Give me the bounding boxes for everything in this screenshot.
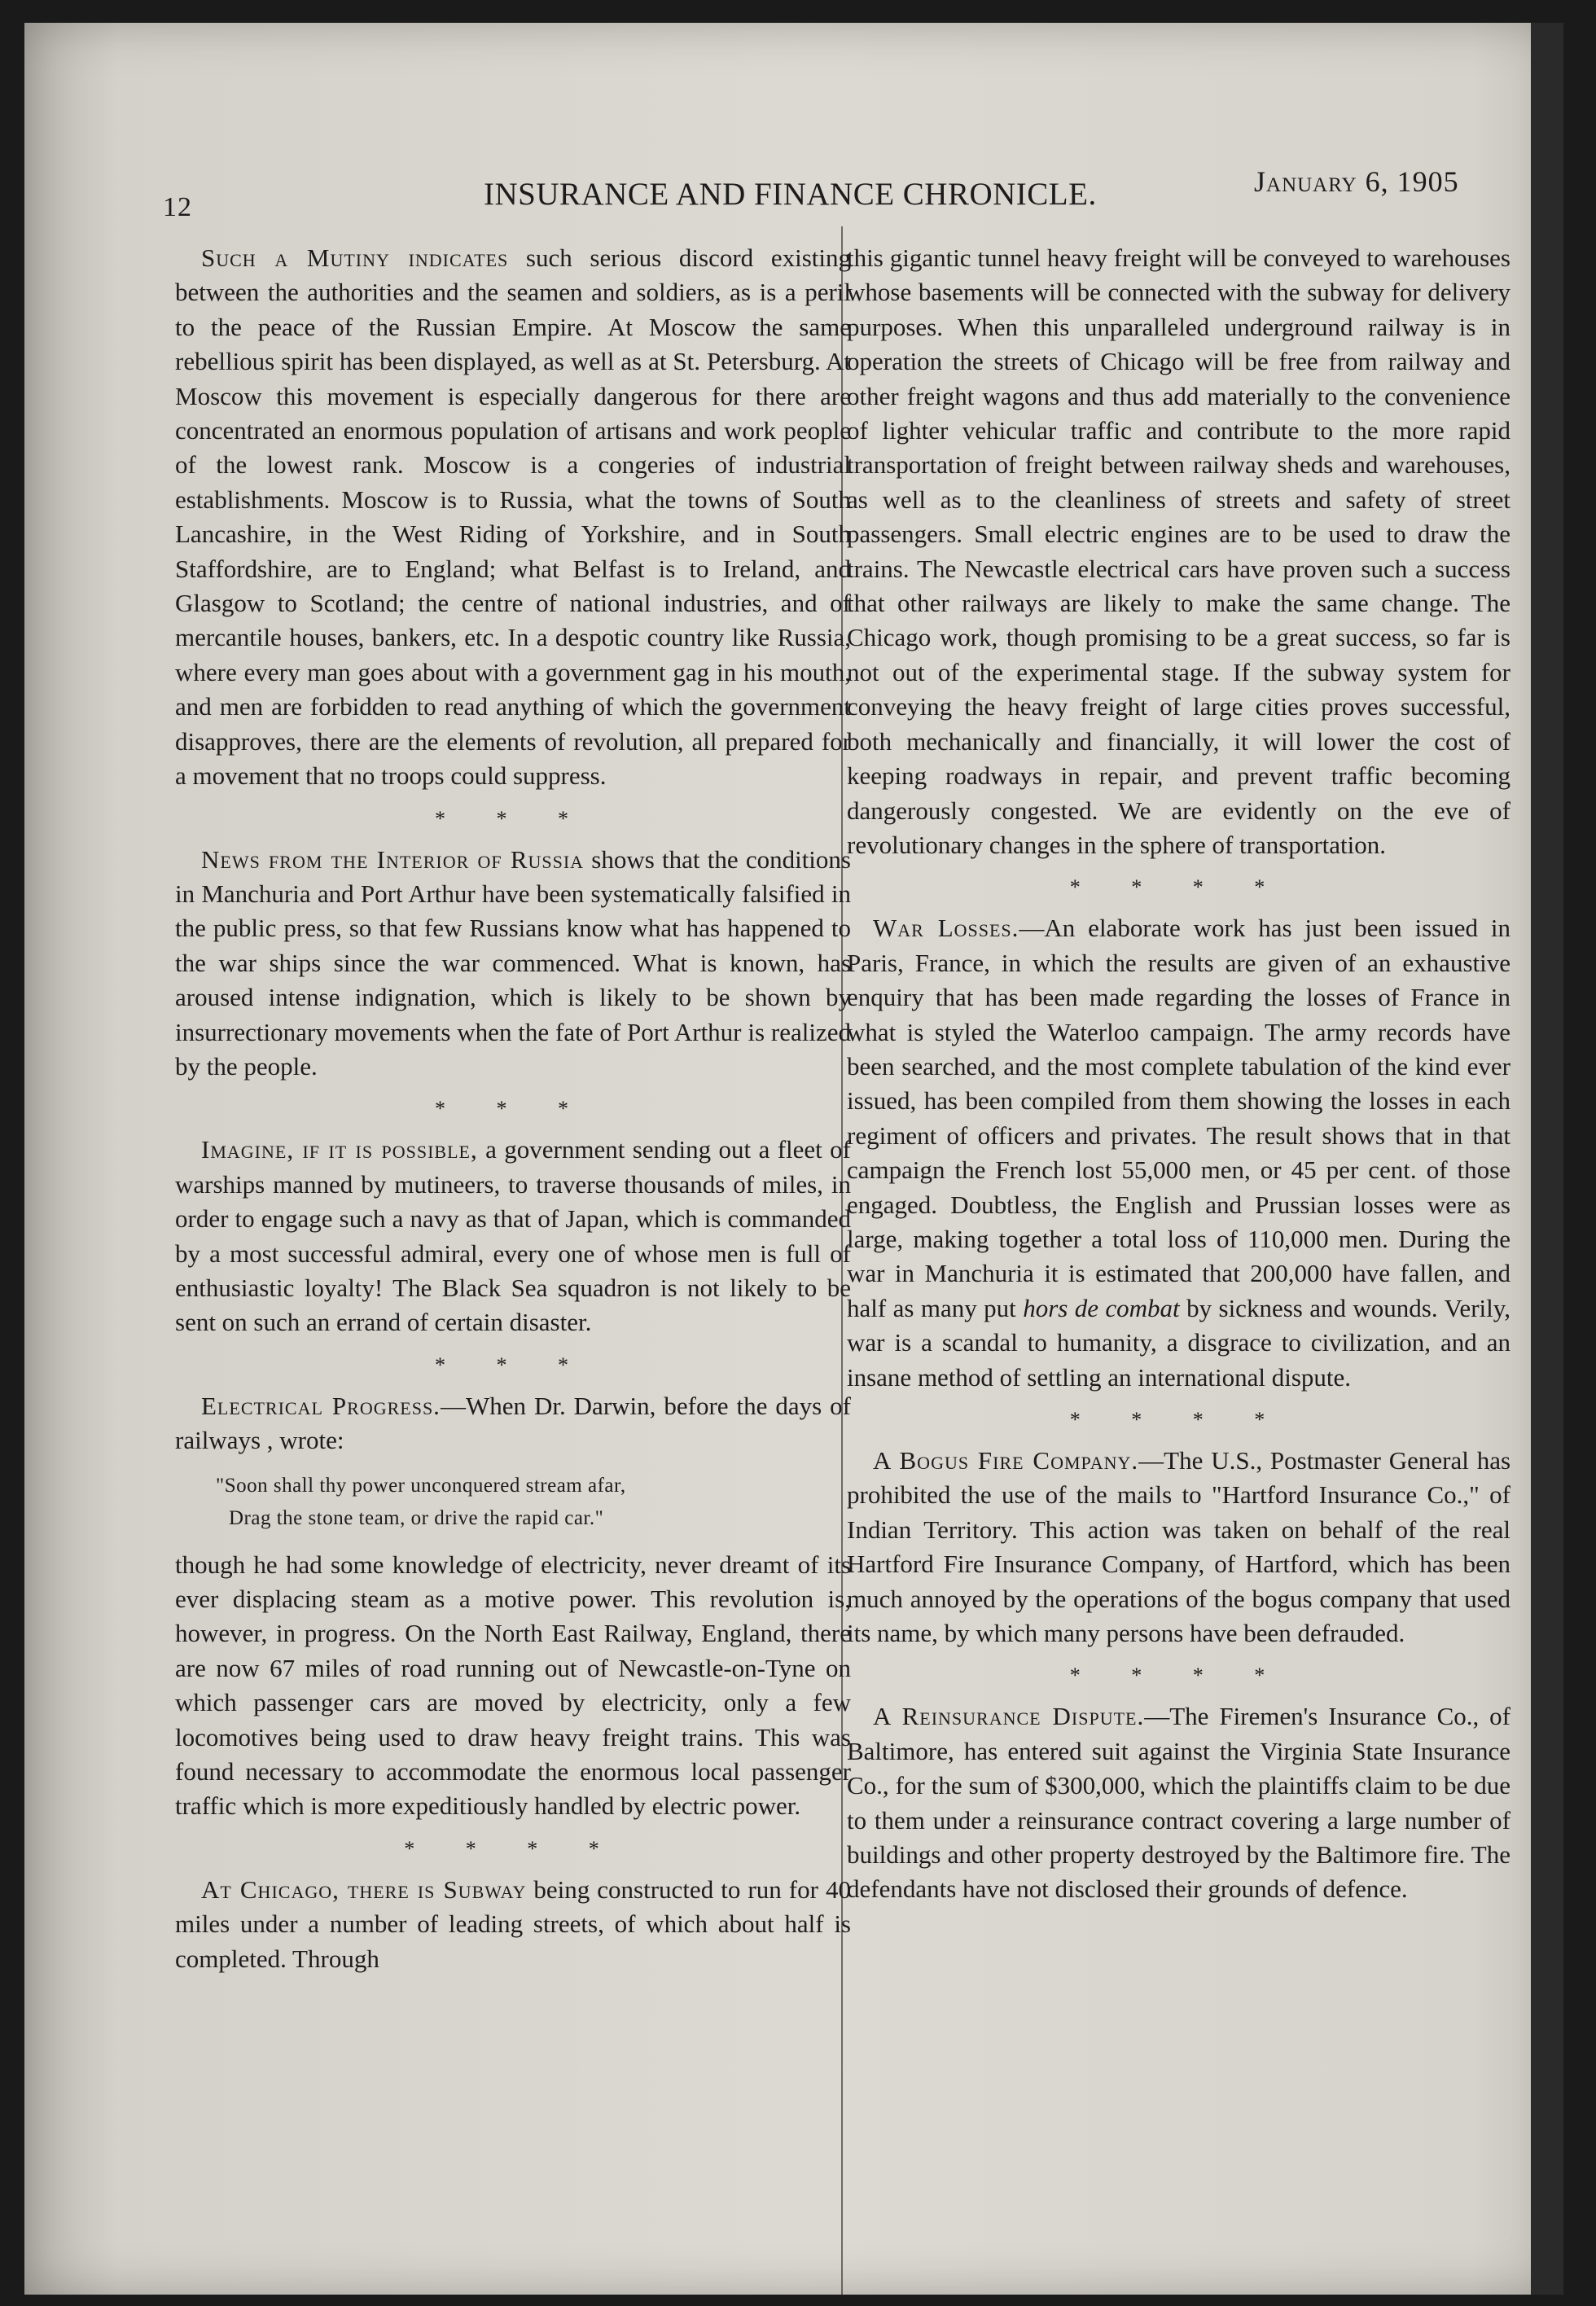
- separator: * * * *: [1069, 1664, 1288, 1688]
- article-lead: At Chicago, there is Subway: [201, 1874, 527, 1904]
- article-lead: A Bogus Fire Company.: [873, 1446, 1139, 1475]
- article-body: —When Dr. Darwin, before the days of railways , wrote:: [175, 1391, 852, 1455]
- article-chicago-subway: [175, 1873, 851, 1976]
- verse-quote: [216, 1470, 851, 1535]
- newspaper-page: [24, 23, 1563, 2295]
- article-body: —An elaborate work has just been issued in Paris, France, in which the results are given of an exhaustive enquiry that has been made regarding the losses of France in what is styled the Waterloo campaign. The army records have been searched, and the most complete tabulation of the kind ever issued, has been compiled from them showing the losses in each regiment of officers and privates. The result shows that in that campaign the French lost 55,000 men, or 45 per cent. of those engaged. Doubtless, the English and Prussian losses were as large, making together a total loss of 110,000 men. During the war in Manchuria it is estimated that 200,000 have fallen, and half as many put: [847, 914, 1510, 1322]
- separator: * * * *: [404, 1836, 622, 1861]
- right-column: [847, 241, 1510, 1907]
- separator: * * *: [435, 1352, 591, 1377]
- article-bogus-fire-company: [847, 1444, 1510, 1651]
- article-mutiny: [175, 241, 851, 794]
- separator: * * *: [435, 1097, 591, 1121]
- separator: * * * *: [1069, 875, 1288, 900]
- article-imagine: [175, 1133, 851, 1339]
- article-body: shows that the conditions in Manchuria and Port Arthur have been systematically falsified in the public press, so that few Russians know what has happened to the war ships since the war commenced. What is known, has aroused intense indignation, which is likely to be shown by insurrectionary movements when the fate of Port Arthur is realized by the people.: [175, 844, 851, 1081]
- article-electrical-progress: [175, 1389, 851, 1458]
- article-electrical-progress-cont: though he had some knowledge of electricity, never dreamt of its ever displacing steam as a motive power. This revolution is, however, in progress. On the North East Railway, England, there are now 67 miles of road running out of Newcastle-on-Tyne on which passenger cars are moved by electricity, only a few locomotives being used to draw heavy freight trains. This was found necessary to accommodate the enormous local passenger traffic which is more expeditiously handled by electric power.: [175, 1550, 851, 1821]
- verse-line: Drag the stone team, or drive the rapid car.": [229, 1506, 604, 1529]
- article-body: by sickness and wounds. Verily, war is a scandal to humanity, a disgrace to civilization, and an insane method of settling an international dispute.: [847, 1293, 1510, 1392]
- article-war-losses: [847, 911, 1510, 1395]
- separator: * * *: [435, 806, 591, 831]
- article-lead: Imagine, if it is possible,: [201, 1135, 478, 1164]
- running-title: INSURANCE AND FINANCE CHRONICLE.: [484, 177, 1097, 212]
- italic-phrase: hors de combat: [1023, 1293, 1180, 1322]
- article-reinsurance-dispute: [847, 1699, 1510, 1906]
- article-lead: Electrical Progress.: [201, 1391, 441, 1420]
- article-body: being constructed to run for 40 miles under a number of leading streets, of which about half is completed. Through: [175, 1874, 851, 1973]
- article-body: —The U.S., Postmaster General has prohibited the use of the mails to "Hartford Insurance Co.," of Indian Territory. This action was taken on behalf of the real Hartford Fire Insurance Company, of Hartford, which has been much annoyed by the operations of the bogus company that used its name, by which many persons have been defrauded.: [847, 1446, 1511, 1648]
- article-interior-russia: [175, 843, 851, 1085]
- article-body: a government sending out a fleet of warships manned by mutineers, to traverse thousands of miles, in order to engage such a navy as that of Japan, which is commanded by a most successful admiral, every one of whose men is full of enthusiastic loyalty! The Black Sea squadron is not likely to be sent on such an errand of certain disaster.: [175, 1135, 851, 1337]
- article-body: such serious discord existing between the authorities and the seamen and soldiers, as is a peril to the peace of the Russian Empire. At Moscow the same rebellious spirit has been displayed, as well as at St. Petersburg. At Moscow this movement is especially dangerous for there are concentrated an enormous population of artisans and work people of the lowest rank. Moscow is a congeries of industrial establishments. Moscow is to Russia, what the towns of South Lancashire, in the West Riding of Yorkshire, and in South Staffordshire, are to England; what Belfast is to Ireland, and Glasgow to Scotland; the centre of national industries, and of mercantile houses, bankers, etc. In a despotic country like Russia, where every man goes about with a government gag in his mouth, and men are forbidden to read anything of which the government disapproves, there are the elements of revolution, all prepared for a movement that no troops could suppress.: [175, 243, 851, 791]
- issue-date: January 6, 1905: [1254, 165, 1459, 198]
- article-lead: News from the Interior of Russia: [201, 844, 585, 874]
- page-number: 12: [163, 192, 192, 222]
- article-lead: War Losses.: [873, 914, 1019, 943]
- separator: * * * *: [1069, 1408, 1288, 1431]
- book-spine: [1531, 23, 1563, 2295]
- article-body: —The Firemen's Insurance Co., of Baltimore, has entered suit against the Virginia State Insurance Co., for the sum of $300,000, which the plaintiffs claim to be due to them under a reinsurance contract covering a large number of buildings and other property destroyed by the Baltimore fire. The defendants have not disclosed their grounds of defence.: [847, 1702, 1510, 1904]
- article-chicago-subway-cont: this gigantic tunnel heavy freight will be conveyed to warehouses whose basements will be connected with the subway for delivery purposes. When this unparalleled underground railway is in operation the streets of Chicago will be free from railway and other freight wagons and thus add materially to the convenience of lighter vehicular traffic and contribute to the more rapid transportation of freight between railway sheds and warehouses, as well as to the cleanliness of streets and safety of street passengers. Small electric engines are to be used to draw the trains. The Newcastle electrical cars have proven such a success that other railways are likely to make the same change. The Chicago work, though promising to be a great success, so far is not out of the experimental stage. If the subway system for conveying the heavy freight of large cities proves successful, both mechanically and financially, it will lower the cost of keeping roadways in repair, and prevent traffic becoming dangerously congested. We are evidently on the eve of revolutionary changes in the sphere of transportation.: [847, 243, 1510, 859]
- verse-line: "Soon shall thy power unconquered stream afar,: [216, 1474, 626, 1497]
- article-lead: Such a Mutiny indicates: [201, 243, 509, 272]
- article-lead: A Reinsurance Dispute.: [873, 1702, 1145, 1731]
- page-header: [24, 145, 1563, 222]
- left-column: [175, 241, 851, 1976]
